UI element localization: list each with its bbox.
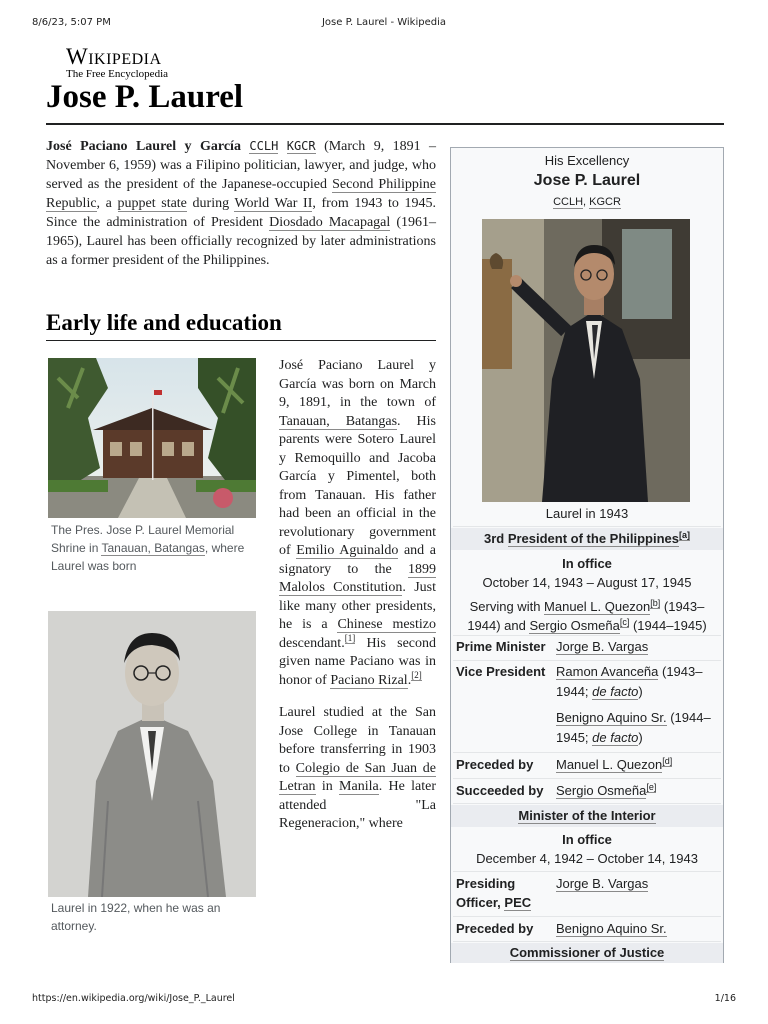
preceded-by-label: Preceded by (456, 921, 534, 936)
link-benigno-aquino[interactable]: Benigno Aquino Sr. (556, 710, 667, 725)
po-label-line2: Officer, (456, 895, 505, 910)
vp-years: (1943–1944; (556, 664, 703, 699)
note-a[interactable]: [a] (679, 529, 691, 540)
serving-text: (1944–1945) (629, 618, 707, 633)
infobox-divider (453, 871, 721, 872)
bio-text: His second given name Paciano was in honor of (279, 635, 436, 688)
infobox-serving-with (451, 597, 723, 635)
caption-text: The Pres. Jose P. Laurel Memorial Shrine in (51, 523, 235, 555)
bio-text: in (315, 779, 340, 794)
early-life-paragraph-1 (279, 357, 436, 690)
link-commissioner-of-justice[interactable]: Commissioner of Justice (509, 945, 665, 960)
infobox-in-office-label: In office (562, 832, 612, 847)
link-second-philippine-republic[interactable]: Second Philippine Republic (46, 177, 436, 211)
wikipedia-wordmark[interactable]: Wikipedia (66, 44, 162, 69)
prime-minister-label: Prime Minister (456, 639, 546, 654)
memorial-shrine-photo[interactable] (48, 358, 256, 518)
link-colegio-de-san-juan-de-letran[interactable]: Colegio de San Juan de Letran (279, 760, 437, 794)
link-ramon-avancena[interactable]: Ramon Avanceña (556, 664, 659, 679)
honors-link-cclh[interactable]: CCLH (249, 139, 279, 153)
wikipedia-tagline: The Free Encyclopedia (66, 68, 169, 80)
note-d[interactable]: [d] (662, 755, 673, 766)
infobox-name: Jose P. Laurel (533, 172, 641, 189)
intro-paragraph (46, 137, 436, 270)
link-tanauan-batangas[interactable]: Tanauan, Batangas (279, 413, 398, 429)
note-b[interactable]: [b] (650, 597, 661, 608)
link-jorge-vargas[interactable]: Jorge B. Vargas (556, 876, 649, 891)
infobox (450, 147, 724, 963)
section-divider (46, 340, 436, 341)
bio-text: . (407, 672, 412, 688)
link-manuel-quezon[interactable]: Manuel L. Quezon (556, 757, 663, 772)
succeeded-by-label: Succeeded by (456, 783, 544, 798)
infobox-office-justice (451, 943, 723, 963)
vice-president-value-2 (556, 708, 718, 748)
link-world-war-ii[interactable]: World War II (234, 196, 313, 211)
intro-text: (1961–1965), Laurel has been officially recognized by later administrations as a former president of the Philippines. (46, 215, 436, 268)
infobox-term: December 4, 1942 – October 14, 1943 (476, 851, 698, 866)
link-chinese-mestizo[interactable]: Chinese mestizo (337, 617, 436, 632)
bio-text: . He later attended "La Regeneracion," where (279, 779, 436, 831)
infobox-divider (453, 941, 721, 942)
link-de-facto[interactable]: de facto (592, 684, 639, 699)
link-tanauan-batangas[interactable]: Tanauan, Batangas (101, 541, 205, 555)
link-benigno-aquino[interactable]: Benigno Aquino Sr. (556, 921, 667, 936)
print-url: https://en.wikipedia.org/wiki/Jose_P._Laurel (32, 993, 235, 1004)
reference-2[interactable]: [2] (411, 669, 422, 680)
infobox-office-president (451, 528, 723, 550)
link-sergio-osmena[interactable]: Sergio Osmeña (529, 618, 620, 633)
presiding-officer-label (456, 874, 552, 912)
infobox-divider (453, 803, 721, 804)
serving-text: (1943–1944) and (467, 599, 705, 633)
memorial-shrine-caption (51, 521, 256, 575)
link-paciano-rizal[interactable]: Paciano Rizal (330, 672, 408, 688)
bio-text: José Paciano Laurel y García was born on March 9, 1891, in the town of (279, 358, 436, 410)
link-emilio-aguinaldo[interactable]: Emilio Aguinaldo (296, 543, 399, 558)
page-title: Jose P. Laurel (46, 79, 244, 115)
office-ordinal: 3rd (483, 531, 508, 546)
note-c[interactable]: [c] (619, 616, 630, 627)
infobox-image-caption: Laurel in 1943 (545, 506, 629, 521)
intro-text: (March 9, 1891 – November 6, 1959) was a Filipino politician, lawyer, and judge, who served as the president of the Japanese-occupied (46, 139, 437, 192)
print-doc-title: Jose P. Laurel - Wikipedia (321, 17, 447, 28)
link-sergio-osmena[interactable]: Sergio Osmeña (556, 783, 647, 798)
section-heading-early-life: Early life and education (46, 310, 282, 335)
post-nominals-separator: , (583, 196, 590, 208)
link-de-facto[interactable]: de facto (592, 730, 639, 745)
vice-president-label: Vice President (456, 664, 546, 679)
link-cclh[interactable]: CCLH (553, 196, 584, 208)
link-jorge-vargas[interactable]: Jorge B. Vargas (556, 639, 649, 654)
laurel-1943-portrait[interactable] (482, 219, 690, 502)
infobox-in-office-label: In office (562, 556, 612, 571)
infobox-divider (453, 778, 721, 779)
infobox-divider (453, 660, 721, 661)
laurel-1922-caption: Laurel in 1922, when he was an attorney. (51, 901, 221, 933)
honors-link-kgcr[interactable]: KGCR (286, 139, 316, 153)
link-manila[interactable]: Manila (339, 779, 379, 794)
link-puppet-state[interactable]: puppet state (117, 196, 187, 211)
infobox-divider (453, 526, 721, 527)
infobox-honorific: His Excellency (544, 153, 630, 168)
infobox-divider (453, 635, 721, 636)
vp-close: ) (638, 684, 643, 699)
po-label-line1: Presiding (456, 876, 516, 891)
bio-text: descendant. (279, 635, 345, 651)
print-page-number: 1/16 (714, 993, 736, 1004)
caption-text: , where Laurel was born (51, 541, 245, 573)
vp-close: ) (638, 730, 643, 745)
infobox-post-nominals (451, 193, 723, 212)
subject-full-name: José Paciano Laurel y García (46, 139, 241, 154)
early-life-paragraph-2 (279, 704, 436, 834)
link-minister-of-the-interior[interactable]: Minister of the Interior (518, 808, 656, 823)
infobox-divider (453, 752, 721, 753)
vice-president-value-1 (556, 662, 718, 702)
print-datetime: 8/6/23, 5:07 PM (32, 17, 111, 28)
link-president-of-the-philippines[interactable]: President of the Philippines (507, 531, 680, 546)
preceded-by-label: Preceded by (456, 757, 534, 772)
bio-text: . Just like many other presidents, he is a (279, 580, 436, 632)
bio-text: . His parents were Sotero Laurel y Remoquillo and Jacoba García y Pimentel, both from Tanauan. His father had been an official in the revolutionary government of (279, 413, 436, 558)
link-manuel-quezon[interactable]: Manuel L. Quezon (544, 599, 651, 614)
title-divider (46, 123, 724, 125)
laurel-1922-photo[interactable] (48, 611, 256, 897)
infobox-divider (453, 916, 721, 917)
infobox-office-interior (451, 805, 723, 827)
early-life-text (279, 357, 436, 834)
bio-text: Laurel studied at the San Jose College in Tanauan before transferring in 1903 to (279, 705, 436, 776)
intro-text: , a (96, 196, 118, 211)
intro-text: , from 1943 to 1945. Since the administration of President (46, 196, 436, 230)
intro-text: during (186, 196, 235, 211)
reference-1[interactable]: [1] (344, 632, 356, 643)
link-1899-malolos-constitution[interactable]: 1899 Malolos Constitution (279, 561, 436, 595)
serving-text: Serving with (469, 599, 545, 614)
link-kgcr[interactable]: KGCR (589, 196, 621, 208)
note-e[interactable]: [e] (646, 781, 657, 792)
vp-years: (1944–1945; (556, 710, 711, 745)
link-pec[interactable]: PEC (504, 895, 532, 910)
infobox-term: October 14, 1943 – August 17, 1945 (482, 575, 692, 590)
link-diosdado-macapagal[interactable]: Diosdado Macapagal (269, 215, 391, 230)
bio-text: and a signatory to the (279, 543, 436, 577)
